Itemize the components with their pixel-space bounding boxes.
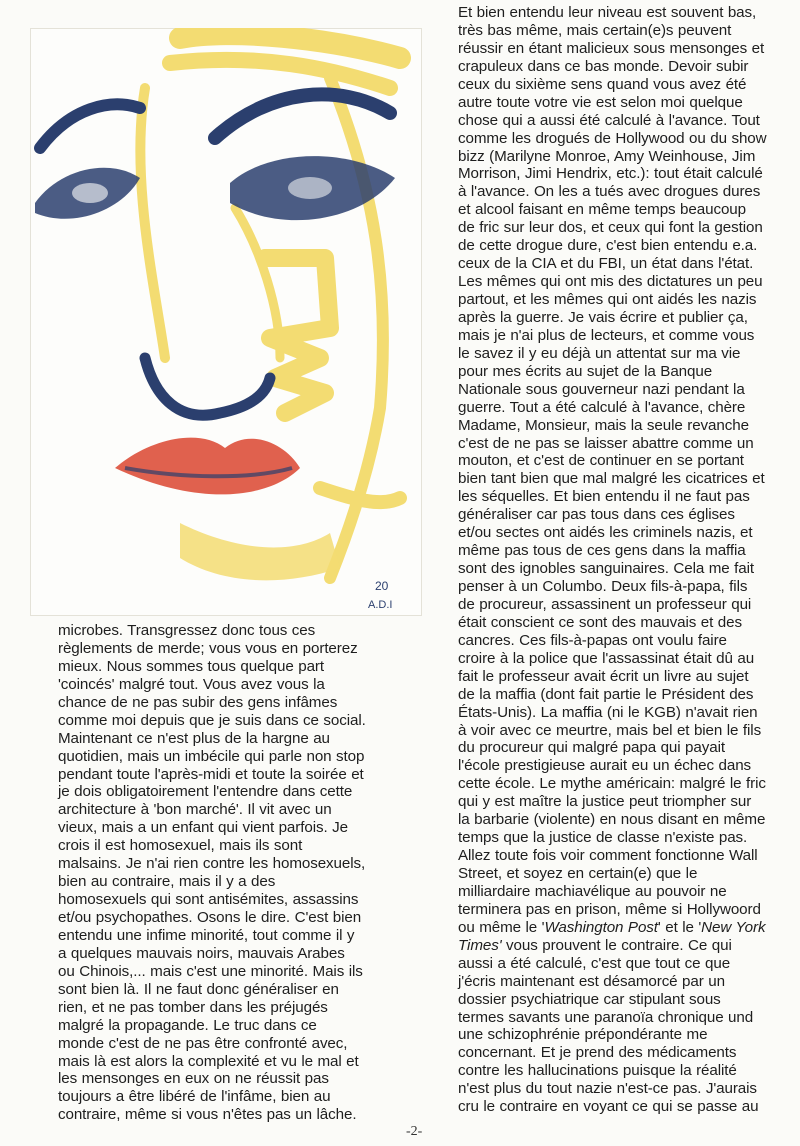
text-line: fait le professeur avait écrit un livre au sujet — [458, 667, 749, 685]
text-line: a quelques mauvais noirs, mauvais Arabes — [58, 944, 345, 962]
text-line: cru le contraire en voyant ce qui se passe au — [458, 1098, 759, 1116]
text-line: crois il est homosexuel, mais ils sont — [58, 837, 303, 855]
text-line: bien au contraire, mais il y a des — [58, 873, 276, 891]
text-line: Street, et soyez en certain(e) que le — [458, 865, 698, 882]
text-line: les séquelles. Et bien entendu il ne faut pas — [458, 488, 750, 506]
text-line: de fric sur leur dos, et ceux qui font la gestion — [458, 219, 763, 237]
text-line: et/ou psychopathes. Osons le dire. C'est bien — [58, 909, 362, 926]
text-line: de procureur, assassinent un professeur qui — [458, 595, 752, 613]
text-line: Madame, Monsieur, mais la seule revanche — [458, 416, 749, 434]
text-line: Morrison, Jimi Hendrix, etc.): tout était calculé — [458, 165, 763, 183]
text-line: de la maffia (dont fait partie le Président des — [458, 685, 754, 703]
text-line: malgré la propagande. Le truc dans ce — [58, 1016, 317, 1034]
text-line: toujours a être libéré de l'infâme, bien au — [58, 1088, 331, 1106]
page-number: -2- — [406, 1124, 423, 1139]
text-line: vieux, mais a un enfant qui vient parfois. Je — [58, 819, 348, 837]
text-line: penser à un Columbo. Deux fils-à-papa, fils — [458, 578, 748, 595]
text-line: comme les drogués de Hollywood ou du show — [458, 129, 767, 147]
text-line: même pas tous de ces gens dans la maffia — [458, 542, 746, 560]
text-line: règlements de merde; vous vous en porterez — [58, 639, 358, 657]
text-line: bizz (Marilyne Monroe, Amy Weinhouse, Jim — [458, 147, 756, 165]
chin-shape — [180, 523, 340, 580]
text-line: terminera pas en prison, même si Hollywoord — [458, 900, 761, 918]
face-painting-svg — [30, 28, 422, 616]
text-line: aussi a été calculé, c'est que tout ce que — [458, 954, 731, 972]
text-line: et alcool faisant en même temps beaucoup — [458, 201, 746, 219]
text-line: à voir avec ce meurtre, mais bel et bien le fils — [458, 721, 762, 739]
text-line: malsains. Je n'ai rien contre les homosexuels, — [58, 855, 366, 873]
text-line: les mensonges en eux on ne réussit pas — [58, 1070, 329, 1088]
text-line: bien tant bien que mal malgré les cicatrices et — [458, 470, 765, 488]
text-line: mais je n'ai plus de lecteurs, et comme vous — [458, 326, 755, 344]
text-line: pendant toute l'après-midi et toute la soirée et — [58, 765, 364, 783]
text-line: du procureur qui malgré papa qui payait — [458, 739, 725, 757]
text-line: Maintenant ce n'est plus de la hargne au — [58, 729, 330, 747]
text-line: chose qui a aussi été calculé à l'avance. Tout — [458, 111, 760, 129]
text-line: ceux du sixième sens quand vous avez été — [458, 75, 747, 93]
right-text-column — [458, 4, 796, 1116]
text-fragment: vous prouvent le contraire. Ce qui — [501, 936, 732, 954]
text-line: Les mêmes qui ont mis des dictatures un peu — [458, 273, 763, 291]
text-line: et/ou sectes ont aidés les criminels nazis, et — [458, 524, 753, 542]
text-line: je dois obligatoirement l'entendre dans cette — [58, 783, 353, 801]
text-line: à l'avance. On les a tués avec drogues dures — [458, 183, 761, 201]
text-line: partout, et les mêmes qui ont aidés les nazis — [458, 291, 757, 308]
text-line: de cette drogue dure, c'est bien entendu e.a. — [458, 237, 758, 255]
text-line: mieux. Nous sommes tous quelque part — [58, 657, 324, 675]
lips — [115, 438, 300, 495]
italic-fragment: New York — [701, 918, 766, 936]
left-text-column — [58, 622, 398, 1124]
text-line: crapuleux dans ce bas monde. Devoir subir — [458, 57, 749, 75]
text-line: autre toute votre vie est selon moi quelque — [458, 93, 743, 111]
left-eye-highlight — [72, 183, 108, 203]
text-line — [458, 937, 796, 955]
right-eyebrow — [215, 94, 390, 138]
text-line: Nationale sous gouverneur nazi pendant la — [458, 380, 745, 398]
text-line: milliardaire machiavélique au pouvoir ne — [458, 882, 727, 900]
text-line: pour mes écrits au sujet de la Banque — [458, 362, 713, 380]
text-line: temps que la justice de classe n'existe pas. — [458, 829, 748, 847]
text-line: microbes. Transgressez donc tous ces — [58, 622, 316, 639]
text-line: ou Chinois,... mais c'est une minorité. Mais ils — [58, 962, 363, 980]
signature-year: 20 — [375, 579, 389, 593]
painted-face-artwork — [30, 28, 422, 616]
text-line: 'coincés' malgré tout. Vous avez vous la — [58, 675, 325, 693]
text-line: mais là est alors la complexité et vu le mal et — [58, 1052, 359, 1070]
text-line: quotidien, mais un imbécile qui parle non stop — [58, 747, 365, 765]
text-line: sont des ignobles sanguinaires. Cela me fait — [458, 560, 755, 578]
text-fragment: ' et le ' — [657, 918, 702, 936]
text-line: très bas même, mais certain(e)s peuvent — [458, 21, 732, 39]
signature-initials: A.D.I — [368, 599, 393, 611]
text-line: contraire, même si vous n'êtes pas un lâche. — [58, 1106, 357, 1124]
text-line: architecture à 'bon marché'. Il vit avec un — [58, 801, 332, 819]
italic-fragment: Times' — [458, 936, 502, 954]
text-line: cancres. Ces fils-à-papas ont voulu faire — [458, 631, 727, 649]
text-line: guerre. Tout a été calculé à l'avance, chère — [458, 398, 746, 416]
text-line: chance de ne pas subir des gens infâmes — [58, 693, 338, 711]
text-line: qui y est maître la justice peut triompher sur — [458, 793, 752, 811]
text-line: termes savants une paranoïa chronique und — [458, 1008, 754, 1026]
text-line: c'est de ne pas se laisser abattre comme un — [458, 434, 754, 452]
text-line: réussir en étant malicieux sous mensonges et — [458, 39, 765, 57]
text-line: une schizophrénie prépondérante me — [458, 1026, 708, 1044]
text-line: sont bien là. Il ne faut donc généraliser en — [58, 980, 339, 998]
text-line: j'écris maintenant est désamorcé par un — [458, 972, 725, 990]
right-eye-highlight — [288, 177, 332, 199]
text-line: cette école. Le mythe américain: malgré le fric — [458, 775, 766, 793]
left-cheek-line — [140, 88, 165, 358]
text-fragment: ou même le ' — [458, 918, 545, 936]
text-line — [458, 919, 796, 937]
text-line: Allez toute fois voir comment fonctionne Wall — [458, 847, 758, 865]
hair-stroke-2 — [170, 60, 390, 88]
text-line: mouton, et c'est de continuer en se portant — [458, 452, 744, 470]
text-line: après la guerre. Je vais écrire et publier ça, — [458, 308, 748, 326]
text-line: n'est plus du tout nazie n'est-ce pas. J'aurais — [458, 1080, 757, 1098]
text-line: dossier psychiatrique car stipulant sous — [458, 990, 721, 1008]
text-line: généraliser car pas tous dans ces églises — [458, 506, 735, 524]
italic-fragment: Washington Post — [544, 918, 658, 936]
text-line: l'école prestigieuse aurait eu un échec dans — [458, 757, 752, 775]
nose-outline — [145, 358, 270, 415]
text-line: rien, et ne pas tomber dans les préjugés — [58, 998, 328, 1016]
left-eyebrow — [40, 104, 140, 148]
text-line: croire à la police que l'assassinat était dû au — [458, 649, 755, 667]
text-line: Et bien entendu leur niveau est souvent bas, — [458, 4, 757, 21]
text-line: ceux de la CIA et du FBI, un état dans l'état. — [458, 255, 754, 273]
text-line: concernant. Et je prend des médicaments — [458, 1044, 737, 1062]
text-line: États-Unis). La maffia (ni le KGB) n'avait rien — [458, 703, 758, 721]
text-line: comme moi depuis que je suis dans ce social. — [58, 711, 366, 729]
text-line: homosexuels qui sont antisémites, assassins — [58, 891, 359, 909]
text-line: contre les hallucinations puisque la réalité — [458, 1062, 737, 1080]
text-line: le savez il y eu déjà un attentat sur ma vie — [458, 344, 741, 362]
text-line: entendu une infime minorité, tout comme il y — [58, 926, 355, 944]
text-line: était conscient ce sont des mauvais et des — [458, 613, 742, 631]
text-line: monde c'est de ne pas être confronté avec, — [58, 1034, 348, 1052]
text-line: la barbarie (violente) en nous disant en même — [458, 811, 766, 829]
